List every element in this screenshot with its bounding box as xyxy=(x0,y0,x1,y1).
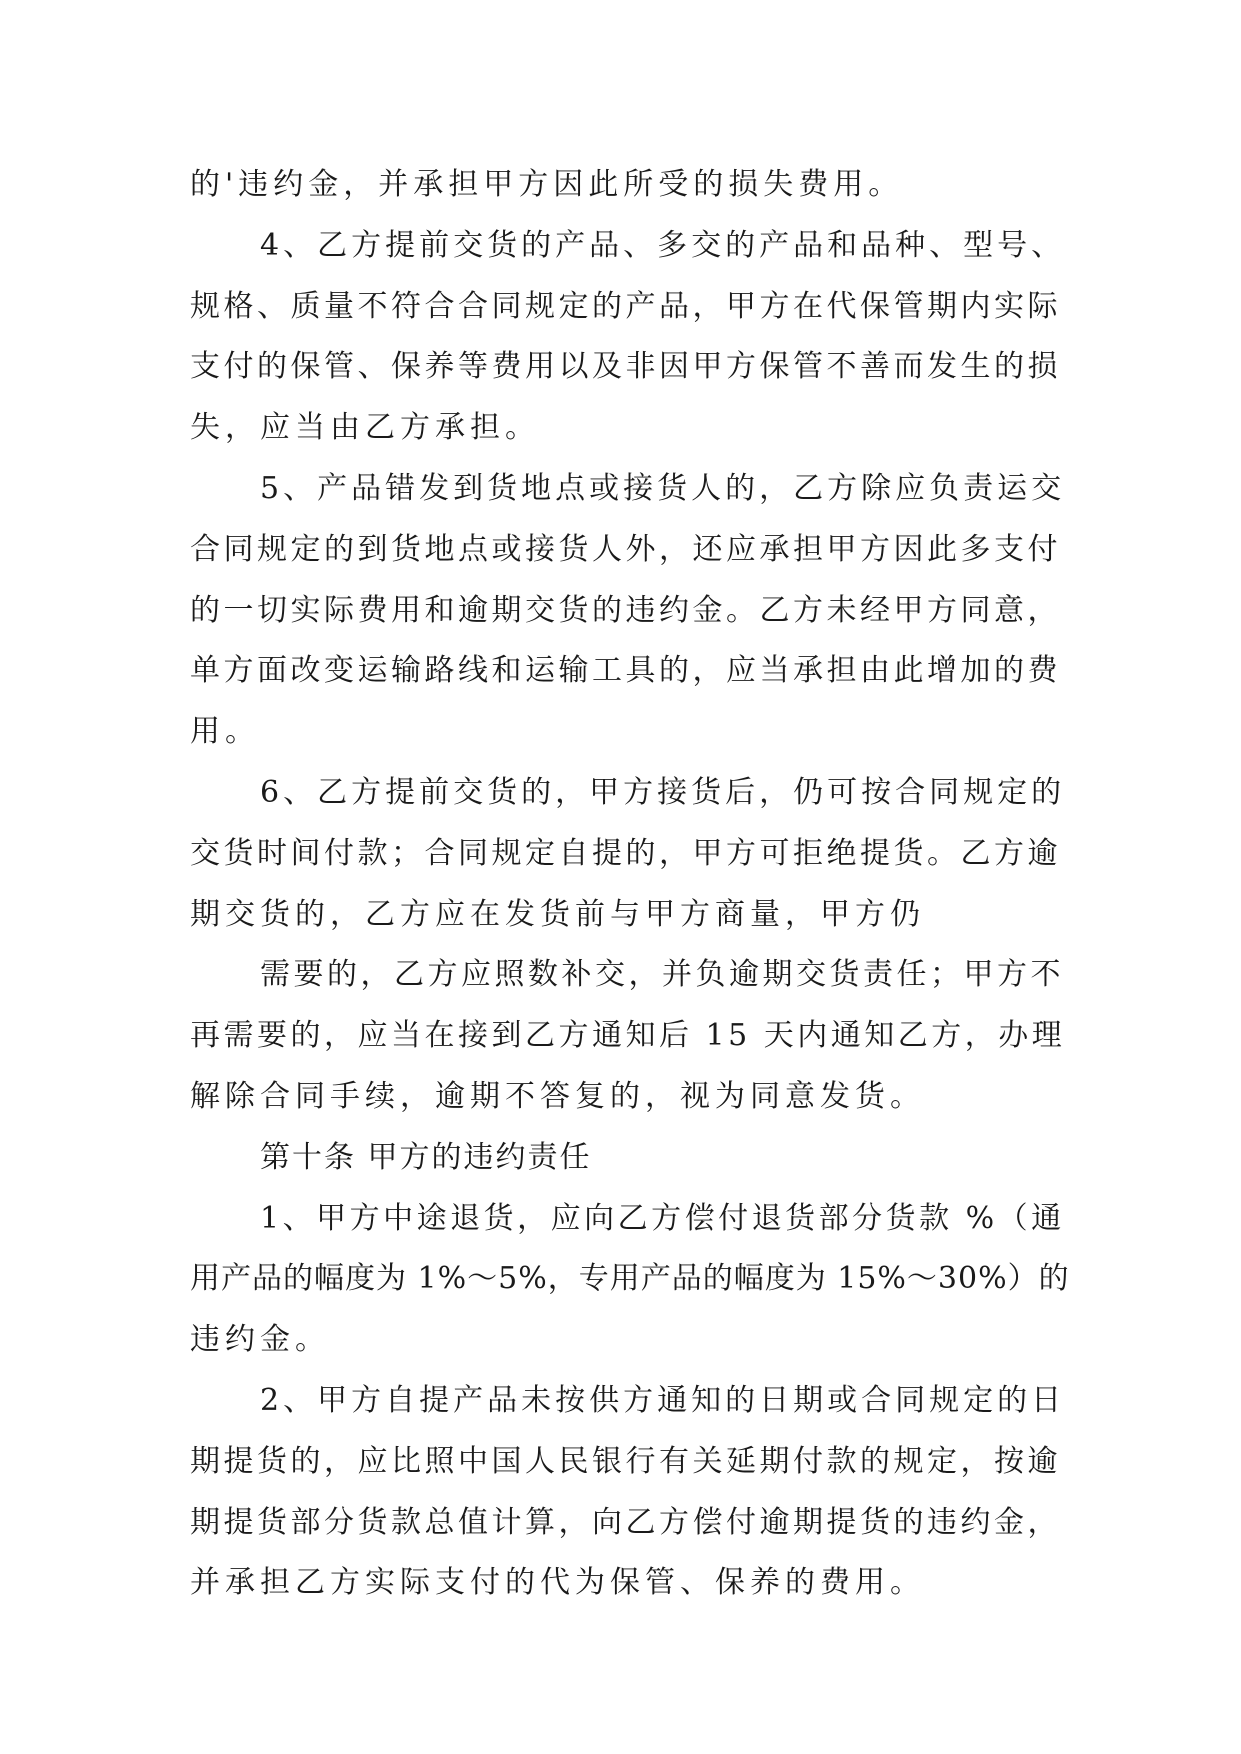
text-line: 单方面改变运输路线和运输工具的，应当承担由此增加的费 xyxy=(190,653,1061,689)
text-line: 违约金。 xyxy=(190,1322,330,1358)
text-line: 的一切实际费用和逾期交货的违约金。乙方未经甲方同意， xyxy=(190,592,1061,628)
text-line: 支付的保管、保养等费用以及非因甲方保管不善而发生的损 xyxy=(190,349,1061,385)
text-line: 规格、质量不符合合同规定的产品，甲方在代保管期内实际 xyxy=(190,288,1061,324)
text-line: 需要的，乙方应照数补交，并负逾期交货责任；甲方不 xyxy=(260,957,1064,993)
text-line: 失，应当由乙方承担。 xyxy=(190,410,540,446)
text-line: 用产品的幅度为 1%～5%，专用产品的幅度为 15%～30%）的 xyxy=(190,1261,1070,1297)
text-line: 并承担乙方实际支付的代为保管、保养的费用。 xyxy=(190,1565,925,1601)
text-line: 期提货的，应比照中国人民银行有关延期付款的规定，按逾 xyxy=(190,1443,1061,1479)
text-line: 的'违约金，并承担甲方因此所受的损失费用。 xyxy=(190,167,904,202)
text-line: 解除合同手续，逾期不答复的，视为同意发货。 xyxy=(190,1078,925,1114)
text-line: 交货时间付款；合同规定自提的，甲方可拒绝提货。乙方逾 xyxy=(190,835,1061,871)
text-line: 合同规定的到货地点或接货人外，还应承担甲方因此多支付 xyxy=(190,531,1061,567)
text-line: 1、甲方中途退货，应向乙方偿付退货部分货款 %（通 xyxy=(260,1200,1065,1236)
text-line: 2、甲方自提产品未按供方通知的日期或合同规定的日 xyxy=(260,1382,1066,1418)
text-line: 4、乙方提前交货的产品、多交的产品和品种、型号、 xyxy=(260,227,1066,263)
text-line: 6、乙方提前交货的，甲方接货后，仍可按合同规定的 xyxy=(260,774,1066,810)
contract-text-body xyxy=(190,155,1070,1614)
text-line: 再需要的，应当在接到乙方通知后 15 天内通知乙方，办理 xyxy=(190,1018,1066,1054)
section-heading: 第十条 甲方的违约责任 xyxy=(260,1139,592,1175)
text-line: 期交货的，乙方应在发货前与甲方商量，甲方仍 xyxy=(190,896,925,932)
text-line: 用。 xyxy=(190,714,260,750)
text-line: 期提货部分货款总值计算，向乙方偿付逾期提货的违约金， xyxy=(190,1504,1061,1540)
text-line: 5、产品错发到货地点或接货人的，乙方除应负责运交 xyxy=(260,470,1066,506)
